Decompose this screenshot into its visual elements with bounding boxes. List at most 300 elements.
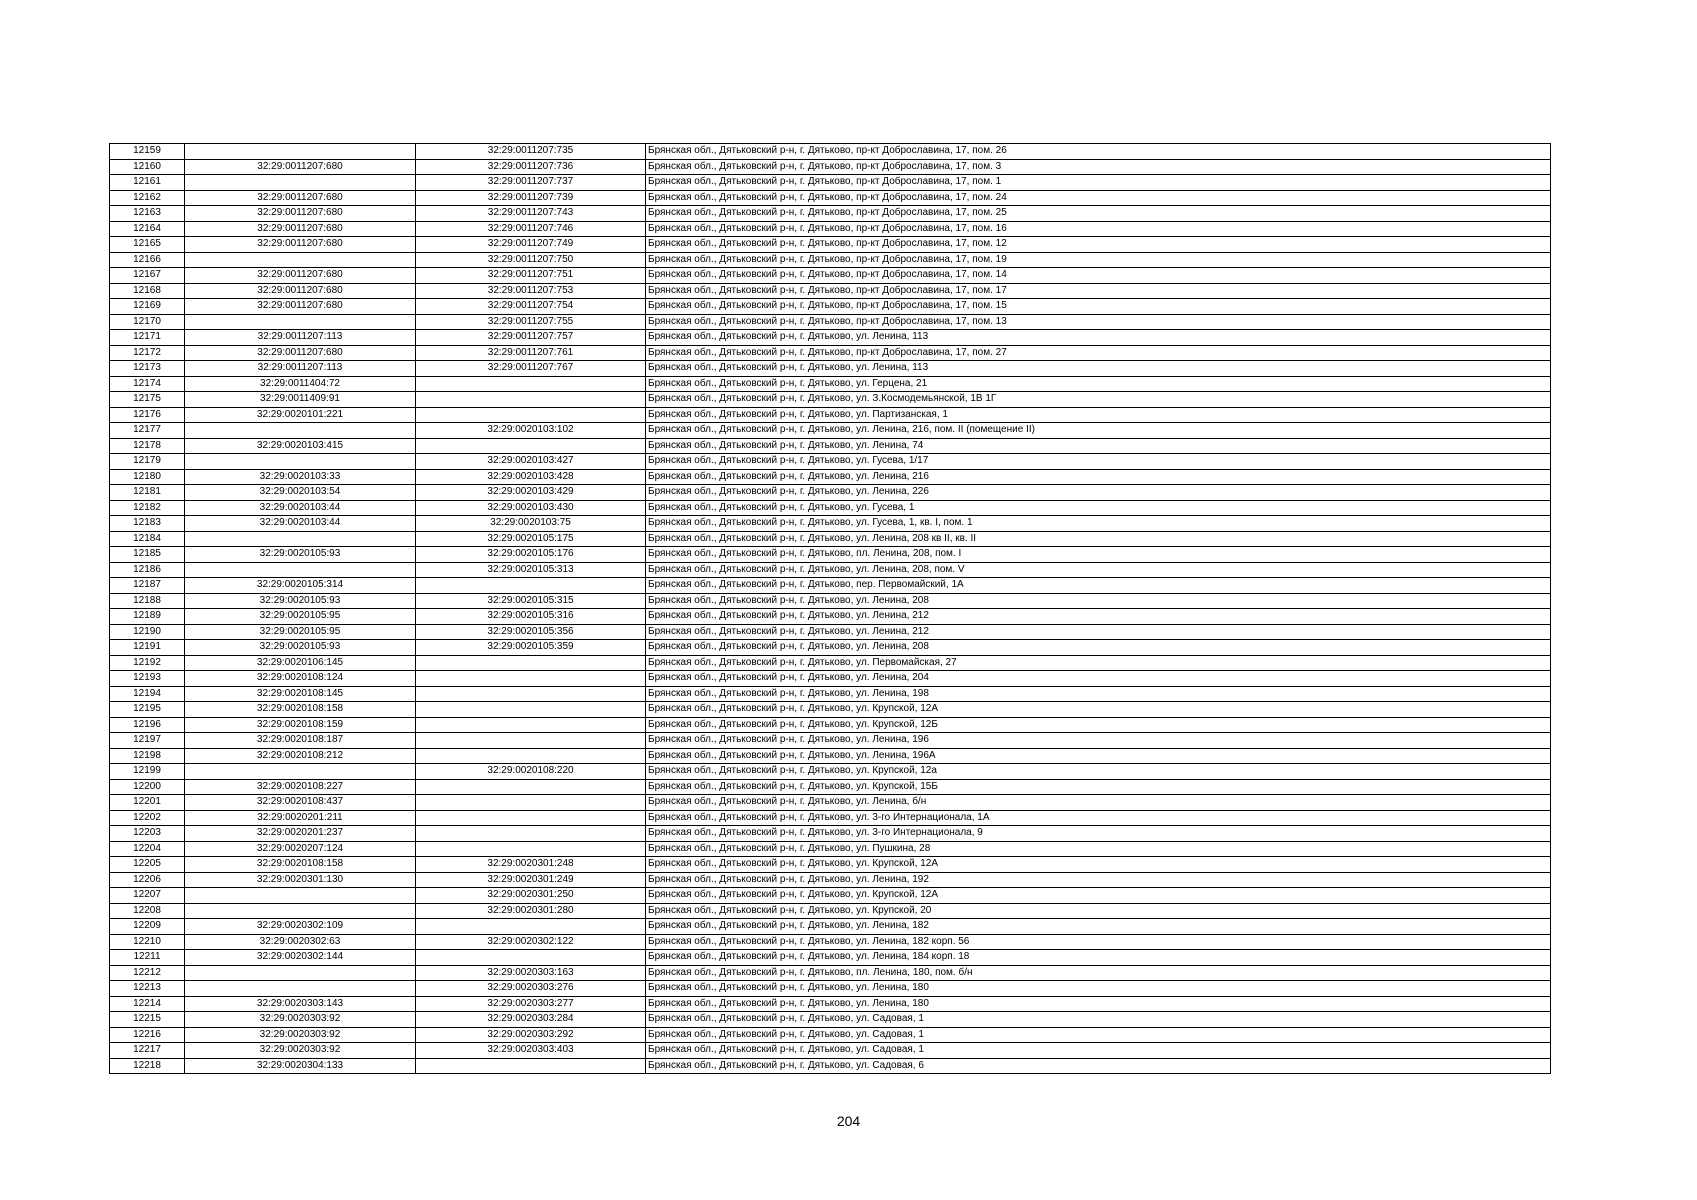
table-row — [110, 981, 1551, 997]
cadastral-number-cell: 32:29:0011207:737 — [416, 175, 646, 191]
row-number-cell: 12185 — [110, 547, 185, 563]
row-number-cell: 12181 — [110, 485, 185, 501]
row-number-cell: 12170 — [110, 314, 185, 330]
cadastral-number-cell: 32:29:0011207:746 — [416, 221, 646, 237]
parent-cadastral-cell — [185, 454, 416, 470]
row-number-cell: 12193 — [110, 671, 185, 687]
cadastral-number-cell — [416, 733, 646, 749]
table-row — [110, 531, 1551, 547]
table-row — [110, 345, 1551, 361]
row-number-cell: 12196 — [110, 717, 185, 733]
parent-cadastral-cell: 32:29:0011207:680 — [185, 299, 416, 315]
row-number-cell: 12194 — [110, 686, 185, 702]
row-number-cell: 12164 — [110, 221, 185, 237]
address-cell: Брянская обл., Дятьковский р-н, г. Дятьково, ул. Крупской, 12а — [646, 764, 1551, 780]
parent-cadastral-cell — [185, 531, 416, 547]
parent-cadastral-cell: 32:29:0011207:680 — [185, 345, 416, 361]
cadastral-number-cell: 32:29:0020105:175 — [416, 531, 646, 547]
cadastral-number-cell: 32:29:0011207:736 — [416, 159, 646, 175]
cadastral-number-cell — [416, 376, 646, 392]
row-number-cell: 12167 — [110, 268, 185, 284]
cadastral-number-cell: 32:29:0020301:249 — [416, 872, 646, 888]
address-cell: Брянская обл., Дятьковский р-н, г. Дятьково, ул. Ленина, 113 — [646, 330, 1551, 346]
address-cell: Брянская обл., Дятьковский р-н, г. Дятьково, пл. Ленина, 180, пом. б/н — [646, 965, 1551, 981]
table-row — [110, 407, 1551, 423]
cadastral-number-cell — [416, 810, 646, 826]
parent-cadastral-cell: 32:29:0011207:113 — [185, 330, 416, 346]
row-number-cell: 12177 — [110, 423, 185, 439]
row-number-cell: 12174 — [110, 376, 185, 392]
cadastral-number-cell — [416, 717, 646, 733]
cadastral-number-cell — [416, 392, 646, 408]
row-number-cell: 12188 — [110, 593, 185, 609]
address-cell: Брянская обл., Дятьковский р-н, г. Дятьково, ул. Ленина, 208, пом. V — [646, 562, 1551, 578]
row-number-cell: 12182 — [110, 500, 185, 516]
cadastral-number-cell: 32:29:0020103:75 — [416, 516, 646, 532]
table-row — [110, 609, 1551, 625]
cadastral-number-cell — [416, 779, 646, 795]
parent-cadastral-cell: 32:29:0020108:158 — [185, 702, 416, 718]
address-cell: Брянская обл., Дятьковский р-н, г. Дятьково, ул. Ленина, 180 — [646, 996, 1551, 1012]
parent-cadastral-cell: 32:29:0020105:95 — [185, 609, 416, 625]
table-row — [110, 221, 1551, 237]
table-row — [110, 779, 1551, 795]
address-cell: Брянская обл., Дятьковский р-н, г. Дятьково, ул. Садовая, 1 — [646, 1027, 1551, 1043]
address-cell: Брянская обл., Дятьковский р-н, г. Дятьково, ул. Крупской, 15Б — [646, 779, 1551, 795]
table-row — [110, 283, 1551, 299]
parent-cadastral-cell: 32:29:0020103:44 — [185, 500, 416, 516]
table-row — [110, 950, 1551, 966]
table-row — [110, 206, 1551, 222]
table-row — [110, 144, 1551, 160]
address-cell: Брянская обл., Дятьковский р-н, г. Дятьково, ул. Ленина, 198 — [646, 686, 1551, 702]
address-cell: Брянская обл., Дятьковский р-н, г. Дятьково, пр-кт Доброславина, 17, пом. 25 — [646, 206, 1551, 222]
parent-cadastral-cell — [185, 764, 416, 780]
table-row — [110, 175, 1551, 191]
cadastral-number-cell: 32:29:0020105:315 — [416, 593, 646, 609]
address-cell: Брянская обл., Дятьковский р-н, г. Дятьково, ул. Ленина, 74 — [646, 438, 1551, 454]
row-number-cell: 12187 — [110, 578, 185, 594]
address-cell: Брянская обл., Дятьковский р-н, г. Дятьково, пр-кт Доброславина, 17, пом. 13 — [646, 314, 1551, 330]
parent-cadastral-cell: 32:29:0020303:92 — [185, 1027, 416, 1043]
row-number-cell: 12186 — [110, 562, 185, 578]
cadastral-number-cell — [416, 748, 646, 764]
cadastral-number-cell: 32:29:0011207:739 — [416, 190, 646, 206]
cadastral-number-cell: 32:29:0020303:277 — [416, 996, 646, 1012]
cadastral-number-cell: 32:29:0020105:176 — [416, 547, 646, 563]
row-number-cell: 12211 — [110, 950, 185, 966]
cadastral-number-cell: 32:29:0020303:403 — [416, 1043, 646, 1059]
table-row — [110, 314, 1551, 330]
table-row — [110, 252, 1551, 268]
address-cell: Брянская обл., Дятьковский р-н, г. Дятьково, ул. Крупской, 20 — [646, 903, 1551, 919]
row-number-cell: 12213 — [110, 981, 185, 997]
row-number-cell: 12179 — [110, 454, 185, 470]
table-row — [110, 888, 1551, 904]
parent-cadastral-cell: 32:29:0020302:63 — [185, 934, 416, 950]
table-row — [110, 593, 1551, 609]
address-cell: Брянская обл., Дятьковский р-н, г. Дятьково, пр-кт Доброславина, 17, пом. 27 — [646, 345, 1551, 361]
cadastral-number-cell — [416, 655, 646, 671]
row-number-cell: 12159 — [110, 144, 185, 160]
parent-cadastral-cell: 32:29:0020105:93 — [185, 547, 416, 563]
cadastral-number-cell: 32:29:0011207:749 — [416, 237, 646, 253]
address-cell: Брянская обл., Дятьковский р-н, г. Дятьково, ул. 3-го Интернационала, 1А — [646, 810, 1551, 826]
table-row — [110, 671, 1551, 687]
row-number-cell: 12168 — [110, 283, 185, 299]
cadastral-number-cell — [416, 407, 646, 423]
parent-cadastral-cell: 32:29:0020103:44 — [185, 516, 416, 532]
parent-cadastral-cell: 32:29:0020303:143 — [185, 996, 416, 1012]
row-number-cell: 12178 — [110, 438, 185, 454]
table-row — [110, 454, 1551, 470]
cadastral-number-cell: 32:29:0020303:163 — [416, 965, 646, 981]
row-number-cell: 12189 — [110, 609, 185, 625]
parent-cadastral-cell: 32:29:0020108:187 — [185, 733, 416, 749]
address-cell: Брянская обл., Дятьковский р-н, г. Дятьково, пр-кт Доброславина, 17, пом. 17 — [646, 283, 1551, 299]
cadastral-number-cell — [416, 826, 646, 842]
address-cell: Брянская обл., Дятьковский р-н, г. Дятьково, ул. Первомайская, 27 — [646, 655, 1551, 671]
row-number-cell: 12215 — [110, 1012, 185, 1028]
row-number-cell: 12165 — [110, 237, 185, 253]
row-number-cell: 12195 — [110, 702, 185, 718]
table-row — [110, 996, 1551, 1012]
parent-cadastral-cell: 32:29:0020303:92 — [185, 1043, 416, 1059]
row-number-cell: 12203 — [110, 826, 185, 842]
row-number-cell: 12166 — [110, 252, 185, 268]
parent-cadastral-cell: 32:29:0011207:113 — [185, 361, 416, 377]
table-row — [110, 733, 1551, 749]
cadastral-number-cell: 32:29:0020103:430 — [416, 500, 646, 516]
table-row — [110, 438, 1551, 454]
table-row — [110, 748, 1551, 764]
table-row — [110, 159, 1551, 175]
address-cell: Брянская обл., Дятьковский р-н, г. Дятьково, ул. Гусева, 1, кв. I, пом. 1 — [646, 516, 1551, 532]
cadastral-number-cell: 32:29:0020105:356 — [416, 624, 646, 640]
address-cell: Брянская обл., Дятьковский р-н, г. Дятьково, ул. Ленина, 180 — [646, 981, 1551, 997]
cadastral-number-cell: 32:29:0020108:220 — [416, 764, 646, 780]
table-row — [110, 361, 1551, 377]
parent-cadastral-cell: 32:29:0011207:680 — [185, 190, 416, 206]
parent-cadastral-cell: 32:29:0011207:680 — [185, 159, 416, 175]
row-number-cell: 12199 — [110, 764, 185, 780]
table-row — [110, 795, 1551, 811]
parent-cadastral-cell: 32:29:0020302:144 — [185, 950, 416, 966]
parent-cadastral-cell: 32:29:0020105:93 — [185, 640, 416, 656]
address-cell: Брянская обл., Дятьковский р-н, г. Дятьково, ул. Крупской, 12А — [646, 888, 1551, 904]
parent-cadastral-cell: 32:29:0020201:237 — [185, 826, 416, 842]
cadastral-number-cell: 32:29:0020105:313 — [416, 562, 646, 578]
parent-cadastral-cell: 32:29:0020302:109 — [185, 919, 416, 935]
table-row — [110, 392, 1551, 408]
parent-cadastral-cell: 32:29:0020108:145 — [185, 686, 416, 702]
parent-cadastral-cell: 32:29:0011404:72 — [185, 376, 416, 392]
address-cell: Брянская обл., Дятьковский р-н, г. Дятьково, ул. Ленина, 208 — [646, 593, 1551, 609]
address-cell: Брянская обл., Дятьковский р-н, г. Дятьково, ул. Ленина, 212 — [646, 624, 1551, 640]
table-row — [110, 562, 1551, 578]
cadastral-number-cell — [416, 702, 646, 718]
parent-cadastral-cell — [185, 965, 416, 981]
row-number-cell: 12218 — [110, 1058, 185, 1074]
parent-cadastral-cell: 32:29:0011207:680 — [185, 237, 416, 253]
table-row — [110, 810, 1551, 826]
page-number: 204 — [836, 1113, 861, 1129]
cadastral-number-cell: 32:29:0011207:750 — [416, 252, 646, 268]
address-cell: Брянская обл., Дятьковский р-н, г. Дятьково, пр-кт Доброславина, 17, пом. 15 — [646, 299, 1551, 315]
address-cell: Брянская обл., Дятьковский р-н, г. Дятьково, ул. Крупской, 12Б — [646, 717, 1551, 733]
row-number-cell: 12180 — [110, 469, 185, 485]
address-cell: Брянская обл., Дятьковский р-н, г. Дятьково, ул. Гусева, 1/17 — [646, 454, 1551, 470]
parent-cadastral-cell — [185, 981, 416, 997]
row-number-cell: 12208 — [110, 903, 185, 919]
parent-cadastral-cell: 32:29:0020105:95 — [185, 624, 416, 640]
parent-cadastral-cell — [185, 562, 416, 578]
table-row — [110, 857, 1551, 873]
table-row — [110, 965, 1551, 981]
address-cell: Брянская обл., Дятьковский р-н, г. Дятьково, пер. Первомайский, 1А — [646, 578, 1551, 594]
parent-cadastral-cell: 32:29:0020301:130 — [185, 872, 416, 888]
row-number-cell: 12175 — [110, 392, 185, 408]
address-cell: Брянская обл., Дятьковский р-н, г. Дятьково, ул. Ленина, 182 корп. 56 — [646, 934, 1551, 950]
parent-cadastral-cell: 32:29:0011207:680 — [185, 268, 416, 284]
row-number-cell: 12210 — [110, 934, 185, 950]
cadastral-number-cell: 32:29:0020301:250 — [416, 888, 646, 904]
address-cell: Брянская обл., Дятьковский р-н, г. Дятьково, ул. Герцена, 21 — [646, 376, 1551, 392]
registry-table-body — [110, 144, 1551, 1074]
row-number-cell: 12204 — [110, 841, 185, 857]
parent-cadastral-cell: 32:29:0020108:227 — [185, 779, 416, 795]
address-cell: Брянская обл., Дятьковский р-н, г. Дятьково, ул. Садовая, 1 — [646, 1012, 1551, 1028]
table-row — [110, 919, 1551, 935]
parent-cadastral-cell — [185, 252, 416, 268]
row-number-cell: 12191 — [110, 640, 185, 656]
address-cell: Брянская обл., Дятьковский р-н, г. Дятьково, ул. З.Космодемьянской, 1В 1Г — [646, 392, 1551, 408]
parent-cadastral-cell: 32:29:0020103:415 — [185, 438, 416, 454]
address-cell: Брянская обл., Дятьковский р-н, г. Дятьково, ул. Ленина, 216 — [646, 469, 1551, 485]
address-cell: Брянская обл., Дятьковский р-н, г. Дятьково, ул. Ленина, 196 — [646, 733, 1551, 749]
row-number-cell: 12217 — [110, 1043, 185, 1059]
parent-cadastral-cell — [185, 903, 416, 919]
table-row — [110, 268, 1551, 284]
row-number-cell: 12205 — [110, 857, 185, 873]
table-row — [110, 485, 1551, 501]
row-number-cell: 12190 — [110, 624, 185, 640]
table-row — [110, 516, 1551, 532]
parent-cadastral-cell: 32:29:0020103:54 — [185, 485, 416, 501]
row-number-cell: 12212 — [110, 965, 185, 981]
cadastral-number-cell: 32:29:0020105:359 — [416, 640, 646, 656]
table-row — [110, 190, 1551, 206]
cadastral-number-cell: 32:29:0020302:122 — [416, 934, 646, 950]
table-row — [110, 547, 1551, 563]
parent-cadastral-cell: 32:29:0020108:158 — [185, 857, 416, 873]
address-cell: Брянская обл., Дятьковский р-н, г. Дятьково, пр-кт Доброславина, 17, пом. 19 — [646, 252, 1551, 268]
parent-cadastral-cell: 32:29:0020201:211 — [185, 810, 416, 826]
address-cell: Брянская обл., Дятьковский р-н, г. Дятьково, ул. Ленина, 216, пом. II (помещение II) — [646, 423, 1551, 439]
address-cell: Брянская обл., Дятьковский р-н, г. Дятьково, пр-кт Доброславина, 17, пом. 3 — [646, 159, 1551, 175]
address-cell: Брянская обл., Дятьковский р-н, г. Дятьково, ул. Ленина, 226 — [646, 485, 1551, 501]
address-cell: Брянская обл., Дятьковский р-н, г. Дятьково, ул. Ленина, 182 — [646, 919, 1551, 935]
row-number-cell: 12214 — [110, 996, 185, 1012]
table-row — [110, 423, 1551, 439]
table-row — [110, 299, 1551, 315]
row-number-cell: 12173 — [110, 361, 185, 377]
row-number-cell: 12192 — [110, 655, 185, 671]
table-row — [110, 624, 1551, 640]
parent-cadastral-cell: 32:29:0020108:124 — [185, 671, 416, 687]
row-number-cell: 12176 — [110, 407, 185, 423]
address-cell: Брянская обл., Дятьковский р-н, г. Дятьково, ул. Ленина, 192 — [646, 872, 1551, 888]
parent-cadastral-cell — [185, 423, 416, 439]
parent-cadastral-cell: 32:29:0020207:124 — [185, 841, 416, 857]
row-number-cell: 12197 — [110, 733, 185, 749]
table-row — [110, 237, 1551, 253]
parent-cadastral-cell: 32:29:0020303:92 — [185, 1012, 416, 1028]
table-row — [110, 578, 1551, 594]
address-cell: Брянская обл., Дятьковский р-н, г. Дятьково, пр-кт Доброславина, 17, пом. 14 — [646, 268, 1551, 284]
cadastral-number-cell: 32:29:0011207:753 — [416, 283, 646, 299]
cadastral-number-cell — [416, 950, 646, 966]
parent-cadastral-cell: 32:29:0011409:91 — [185, 392, 416, 408]
address-cell: Брянская обл., Дятьковский р-н, г. Дятьково, ул. Гусева, 1 — [646, 500, 1551, 516]
parent-cadastral-cell: 32:29:0011207:680 — [185, 221, 416, 237]
row-number-cell: 12169 — [110, 299, 185, 315]
row-number-cell: 12161 — [110, 175, 185, 191]
table-row — [110, 1012, 1551, 1028]
table-row — [110, 1043, 1551, 1059]
row-number-cell: 12184 — [110, 531, 185, 547]
address-cell: Брянская обл., Дятьковский р-н, г. Дятьково, пл. Ленина, 208, пом. I — [646, 547, 1551, 563]
address-cell: Брянская обл., Дятьковский р-н, г. Дятьково, пр-кт Доброславина, 17, пом. 12 — [646, 237, 1551, 253]
cadastral-number-cell — [416, 1058, 646, 1074]
table-row — [110, 717, 1551, 733]
cadastral-number-cell: 32:29:0020103:102 — [416, 423, 646, 439]
cadastral-number-cell: 32:29:0020303:276 — [416, 981, 646, 997]
property-registry-table — [109, 143, 1551, 1074]
parent-cadastral-cell — [185, 888, 416, 904]
address-cell: Брянская обл., Дятьковский р-н, г. Дятьково, ул. Садовая, 6 — [646, 1058, 1551, 1074]
row-number-cell: 12207 — [110, 888, 185, 904]
address-cell: Брянская обл., Дятьковский р-н, г. Дятьково, пр-кт Доброславина, 17, пом. 24 — [646, 190, 1551, 206]
parent-cadastral-cell: 32:29:0020105:314 — [185, 578, 416, 594]
parent-cadastral-cell — [185, 175, 416, 191]
table-row — [110, 872, 1551, 888]
cadastral-number-cell: 32:29:0020303:292 — [416, 1027, 646, 1043]
cadastral-number-cell: 32:29:0011207:761 — [416, 345, 646, 361]
address-cell: Брянская обл., Дятьковский р-н, г. Дятьково, пр-кт Доброславина, 17, пом. 26 — [646, 144, 1551, 160]
table-row — [110, 702, 1551, 718]
parent-cadastral-cell: 32:29:0020106:145 — [185, 655, 416, 671]
cadastral-number-cell — [416, 795, 646, 811]
cadastral-number-cell: 32:29:0020105:316 — [416, 609, 646, 625]
cadastral-number-cell — [416, 438, 646, 454]
row-number-cell: 12200 — [110, 779, 185, 795]
row-number-cell: 12162 — [110, 190, 185, 206]
row-number-cell: 12216 — [110, 1027, 185, 1043]
parent-cadastral-cell: 32:29:0020108:159 — [185, 717, 416, 733]
address-cell: Брянская обл., Дятьковский р-н, г. Дятьково, ул. Крупской, 12А — [646, 857, 1551, 873]
cadastral-number-cell: 32:29:0011207:743 — [416, 206, 646, 222]
address-cell: Брянская обл., Дятьковский р-н, г. Дятьково, ул. Ленина, 184 корп. 18 — [646, 950, 1551, 966]
row-number-cell: 12209 — [110, 919, 185, 935]
parent-cadastral-cell: 32:29:0020108:212 — [185, 748, 416, 764]
cadastral-number-cell — [416, 578, 646, 594]
cadastral-number-cell — [416, 671, 646, 687]
table-row — [110, 934, 1551, 950]
cadastral-number-cell: 32:29:0011207:754 — [416, 299, 646, 315]
table-row — [110, 764, 1551, 780]
table-row — [110, 640, 1551, 656]
address-cell: Брянская обл., Дятьковский р-н, г. Дятьково, ул. Крупской, 12А — [646, 702, 1551, 718]
address-cell: Брянская обл., Дятьковский р-н, г. Дятьково, пр-кт Доброславина, 17, пом. 1 — [646, 175, 1551, 191]
table-row — [110, 500, 1551, 516]
table-row — [110, 841, 1551, 857]
cadastral-number-cell — [416, 919, 646, 935]
address-cell: Брянская обл., Дятьковский р-н, г. Дятьково, ул. Ленина, 204 — [646, 671, 1551, 687]
address-cell: Брянская обл., Дятьковский р-н, г. Дятьково, ул. Ленина, 113 — [646, 361, 1551, 377]
cadastral-number-cell: 32:29:0011207:767 — [416, 361, 646, 377]
row-number-cell: 12202 — [110, 810, 185, 826]
parent-cadastral-cell: 32:29:0020105:93 — [185, 593, 416, 609]
address-cell: Брянская обл., Дятьковский р-н, г. Дятьково, ул. Садовая, 1 — [646, 1043, 1551, 1059]
address-cell: Брянская обл., Дятьковский р-н, г. Дятьково, ул. Ленина, 208 — [646, 640, 1551, 656]
row-number-cell: 12206 — [110, 872, 185, 888]
address-cell: Брянская обл., Дятьковский р-н, г. Дятьково, ул. Ленина, 208 кв II, кв. II — [646, 531, 1551, 547]
table-row — [110, 826, 1551, 842]
row-number-cell: 12201 — [110, 795, 185, 811]
table-row — [110, 1058, 1551, 1074]
cadastral-number-cell: 32:29:0011207:751 — [416, 268, 646, 284]
row-number-cell: 12198 — [110, 748, 185, 764]
parent-cadastral-cell: 32:29:0020108:437 — [185, 795, 416, 811]
parent-cadastral-cell: 32:29:0020304:133 — [185, 1058, 416, 1074]
parent-cadastral-cell: 32:29:0011207:680 — [185, 206, 416, 222]
cadastral-number-cell: 32:29:0020303:284 — [416, 1012, 646, 1028]
table-row — [110, 376, 1551, 392]
cadastral-number-cell: 32:29:0020103:429 — [416, 485, 646, 501]
cadastral-number-cell: 32:29:0011207:755 — [416, 314, 646, 330]
parent-cadastral-cell: 32:29:0020101:221 — [185, 407, 416, 423]
row-number-cell: 12183 — [110, 516, 185, 532]
address-cell: Брянская обл., Дятьковский р-н, г. Дятьково, ул. Ленина, б/н — [646, 795, 1551, 811]
row-number-cell: 12171 — [110, 330, 185, 346]
row-number-cell: 12172 — [110, 345, 185, 361]
parent-cadastral-cell — [185, 314, 416, 330]
table-row — [110, 469, 1551, 485]
parent-cadastral-cell: 32:29:0011207:680 — [185, 283, 416, 299]
table-row — [110, 903, 1551, 919]
cadastral-number-cell: 32:29:0020301:248 — [416, 857, 646, 873]
address-cell: Брянская обл., Дятьковский р-н, г. Дятьково, ул. Ленина, 212 — [646, 609, 1551, 625]
cadastral-number-cell: 32:29:0011207:757 — [416, 330, 646, 346]
address-cell: Брянская обл., Дятьковский р-н, г. Дятьково, пр-кт Доброславина, 17, пом. 16 — [646, 221, 1551, 237]
table-row — [110, 686, 1551, 702]
cadastral-number-cell — [416, 841, 646, 857]
cadastral-number-cell: 32:29:0020103:427 — [416, 454, 646, 470]
parent-cadastral-cell: 32:29:0020103:33 — [185, 469, 416, 485]
row-number-cell: 12160 — [110, 159, 185, 175]
cadastral-number-cell: 32:29:0020103:428 — [416, 469, 646, 485]
address-cell: Брянская обл., Дятьковский р-н, г. Дятьково, ул. 3-го Интернационала, 9 — [646, 826, 1551, 842]
cadastral-number-cell: 32:29:0020301:280 — [416, 903, 646, 919]
cadastral-number-cell — [416, 686, 646, 702]
address-cell: Брянская обл., Дятьковский р-н, г. Дятьково, ул. Пушкина, 28 — [646, 841, 1551, 857]
parent-cadastral-cell — [185, 144, 416, 160]
address-cell: Брянская обл., Дятьковский р-н, г. Дятьково, ул. Партизанская, 1 — [646, 407, 1551, 423]
table-row — [110, 330, 1551, 346]
row-number-cell: 12163 — [110, 206, 185, 222]
table-row — [110, 1027, 1551, 1043]
